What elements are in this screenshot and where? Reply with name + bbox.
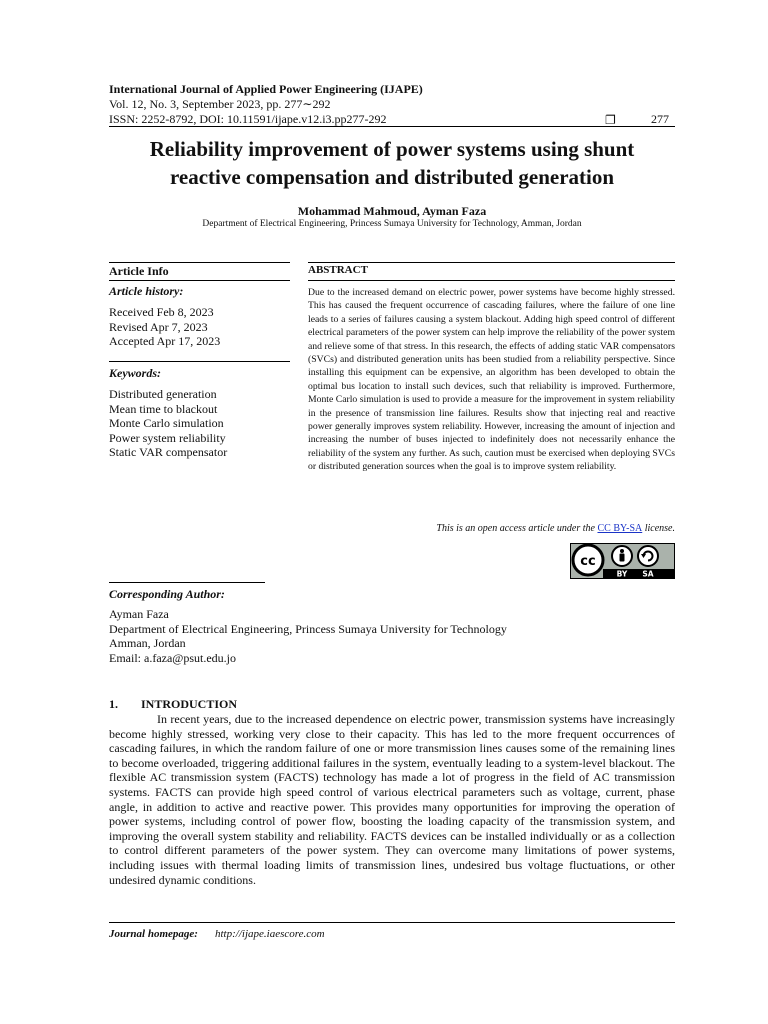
abstract-mid-rule	[308, 280, 675, 281]
paper-title	[109, 135, 675, 191]
keywords-list	[109, 387, 227, 460]
sa-icon	[638, 546, 658, 566]
footer-rule	[109, 922, 675, 923]
affiliation: Department of Electrical Engineering, Princess Sumaya University for Technology, Amman, Jordan	[202, 219, 582, 229]
abstract-top-rule	[308, 262, 675, 263]
by-label: BY	[616, 569, 628, 579]
cc-icon-text: cc	[580, 554, 596, 569]
title-line-2: reactive compensation and distributed generation	[169, 165, 615, 189]
article-info-top-rule	[109, 262, 290, 263]
open-access-note	[308, 523, 675, 534]
corresponding-email[interactable]: Email: a.faza@psut.edu.jo	[109, 650, 237, 665]
keyword-item: Power system reliability	[109, 430, 226, 445]
article-history-heading: Article history:	[109, 284, 184, 298]
journal-homepage-link[interactable]: http://ijape.iaescore.com	[215, 928, 325, 940]
keywords-heading: Keywords:	[109, 366, 161, 380]
header-rule	[109, 126, 675, 127]
corresponding-city: Amman, Jordan	[109, 636, 186, 651]
corresponding-details	[109, 607, 507, 665]
corresponding-department: Department of Electrical Engineering, Princess Sumaya University for Technology	[109, 621, 507, 636]
cc-by-sa-badge-graphic	[570, 543, 675, 579]
article-info-mid-rule	[109, 280, 290, 281]
intro-number: 1.	[109, 697, 118, 711]
corresponding-name: Ayman Faza	[109, 607, 169, 621]
keyword-item: Static VAR compensator	[109, 445, 228, 460]
corresponding-heading: Corresponding Author:	[109, 587, 225, 601]
cc-by-sa-badge[interactable]	[570, 543, 675, 579]
page-number: 277	[651, 112, 669, 126]
keyword-item: Mean time to blackout	[109, 401, 218, 416]
history-revised: Revised Apr 7, 2023	[109, 319, 208, 334]
journal-name: International Journal of Applied Power Engineering (IJAPE)	[109, 82, 423, 96]
history-accepted: Accepted Apr 17, 2023	[109, 334, 221, 349]
authors: Mohammad Mahmoud, Ayman Faza	[297, 204, 487, 218]
keyword-item: Distributed generation	[109, 387, 217, 401]
intro-heading: INTRODUCTION	[141, 697, 238, 711]
cc-by-sa-link[interactable]: CC BY-SA	[597, 523, 643, 534]
sa-label: SA	[642, 569, 654, 579]
corresponding-rule	[109, 582, 265, 583]
abstract-text: Due to the increased demand on electric power, power systems have become highly stressed. This has caused the frequent occurrence of cascading failures, where the failure of one line leads to a series of failures causing a system blackout. Adding high speed control of different electrical parameters of the power system can help improve the reliability of the power system and relieve some of that stress. In this research, the effects of adding static VAR compensators (SVCs) and distributed generation units has been studied from a reliability perspective. Since installing this equipment can be expensive, an algorithm has been developed to obtain the optimal bus location to install such devices, such that reliability is improved. Furthermore, Monte Carlo simulation is used to provide a measure for the improvement in system reliability in the presence of transmission line failures. Results show that injecting real and reactive power generally improves system reliability. However, increasing the amount of injection and increasing the number of buses injected to indefinitely does not necessarily enhance the reliability of the system any further. As such, caution must be exercised when deploying SVCs or distributed generation sources when the goal is to improve system reliability.	[308, 287, 675, 473]
article-history-list	[109, 305, 220, 349]
abstract-heading: ABSTRACT	[308, 264, 368, 276]
title-line-1: Reliability improvement of power systems using shunt	[149, 137, 635, 161]
keywords-rule	[109, 361, 290, 362]
box-icon: ❐	[605, 113, 616, 127]
issn-doi: ISSN: 2252-8792, DOI: 10.11591/ijape.v12.i3.pp277-292	[109, 112, 387, 126]
keyword-item: Monte Carlo simulation	[109, 416, 224, 431]
history-received: Received Feb 8, 2023	[109, 305, 214, 319]
open-access-prefix: This is an open access article under the	[436, 523, 598, 534]
footer-homepage-label: Journal homepage:	[109, 928, 198, 940]
intro-paragraph: In recent years, due to the increased dependence on electric power, transmission systems have increasingly become highly stressed, working very close to their capacity. This has led to the more frequent occurrences of cascading failures, in which the random failure of one or more transmission lines causes some of the remaining lines to become overloaded, triggering additional failures in the system, eventually leading to a system-level blackout. The flexible AC transmission system (FACTS) technology has made a lot of progress in the field of AC transmission systems. FACTS can provide high speed control of various electrical parameters such as voltage, current, phase angle, in addition to active and reactive power. This provides many opportunities for improving the operation of power systems, including control of power flow, boosting the loading capacity of the transmission system, and improving the overall system stability and reliability. FACTS devices can be installed individually or as a collection to control different parameters of the power system. They can overcome many limitations of power systems, including issues with thermal loading limits of transmission lines, undesired bus voltage fluctuations, or other undesired dynamic conditions.	[109, 712, 675, 887]
article-info-heading: Article Info	[109, 264, 169, 278]
volume-info: Vol. 12, No. 3, September 2023, pp. 277∼292	[109, 97, 331, 111]
open-access-suffix: license.	[642, 523, 675, 534]
